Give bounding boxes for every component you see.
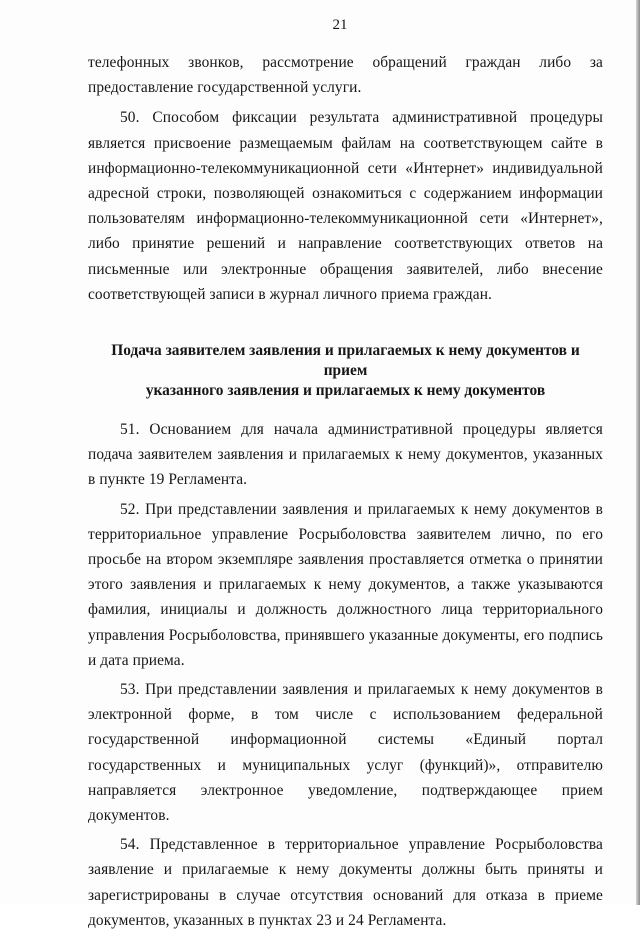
section-heading-line-2: указанного заявления и прилагаемых к нему документов xyxy=(145,382,546,400)
paragraph-53: 53. При представлении заявления и прилагаемых к нему документов в электронной форме, в том числе с использованием федеральной государственной информационной системы «Единый портал государственных и муниципальных услуг (функций)», отправителю направляется электронное уведомление, подтверждающее прием документов. xyxy=(88,681,603,825)
paragraph-continuation: телефонных звонков, рассмотрение обращений граждан либо за предоставление государственной услуги. xyxy=(88,54,603,97)
document-body xyxy=(88,50,603,933)
page-number: 21 xyxy=(332,17,348,33)
paragraph-50: 50. Способом фиксации результата административной процедуры является присвоение размещаемым файлам на соответствующем сайте в информационно-телекоммуникационной сети «Интернет» индивидуальной адресной строки, позволяющей ознакомиться с содержанием информации пользователям информационно-телекоммуникационной сети «Интернет», либо принятие решений и направление соответствующих ответов на письменные или электронные обращения заявителей, либо внесение соответствующей записи в журнал личного приема граждан. xyxy=(88,109,603,303)
paragraph-52: 52. При представлении заявления и прилагаемых к нему документов в территориальное управление Росрыболовства заявителем лично, по его просьбе на втором экземпляре заявления проставляется отметка о принятии этого заявления и прилагаемых к нему документов, а также указываются фамилия, инициалы и должность должностного лица территориального управления Росрыболовства, принявшего указанные документы, его подпись и дата приема. xyxy=(88,500,603,669)
page-edge-shadow xyxy=(636,0,640,905)
paragraph-51: 51. Основанием для начала административной процедуры является подача заявителем заявления и прилагаемых к нему документов, указанных в пункте 19 Регламента. xyxy=(88,421,603,489)
section-heading-line-1: Подача заявителем заявления и прилагаемых к нему документов и прием xyxy=(111,342,580,380)
section-heading xyxy=(88,341,603,401)
paragraph-54: 54. Представленное в территориальное управление Росрыболовства заявление и прилагаемые к нему документы должны быть приняты и зарегистрированы в случае отсутствия оснований для отказа в приеме документов, указанных в пунктах 23 и 24 Регламента. xyxy=(88,836,603,929)
